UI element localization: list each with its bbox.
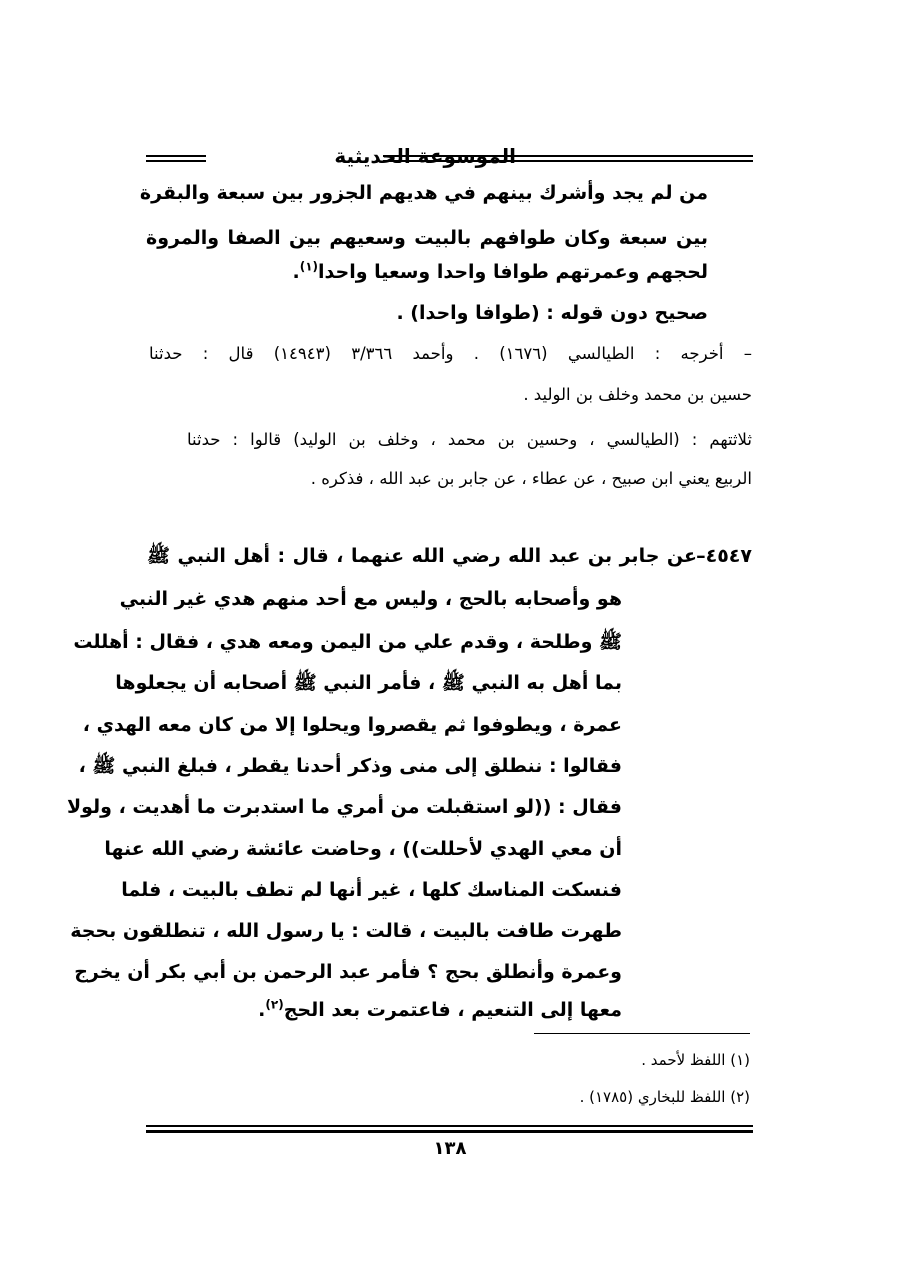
header-rule-right [146,155,206,157]
takhrij-line: – أخرجه : الطيالسي (١٦٧٦) . وأحمد ٣/٣٦٦ (١٤٩٤٣) قال : حدثنا [149,344,753,363]
hadith-line: بما أهل به النبي ﷺ ، فأمر النبي ﷺ أصحابه أن يجعلوها [115,672,622,694]
takhrij-line: حسين بن محمد وخلف بن الوليد . [523,385,752,404]
header-rule-right-2 [146,160,206,162]
hadith-line: عن جابر بن عبد الله رضي الله عنهما ، قال : أهل النبي ﷺ [147,545,697,567]
hadith-line: معها إلى التنعيم ، فاعتمرت بعد الحج [283,999,622,1021]
hadith-line: أن معي الهدي لأحللت)) ، وحاضت عائشة رضي الله عنها [104,838,622,860]
text-line-last [293,257,709,287]
footnote: (١) اللفظ لأحمد . [641,1051,750,1069]
footnote-marker: (١) [299,259,319,274]
isnad-line: ثلاثتهم : (الطيالسي ، وحسين بن محمد ، وخلف بن الوليد) قالوا : حدثنا [187,430,752,449]
sentence-end: . [292,261,300,283]
text-line: من لم يجد وأشرك بينهم في هديهم الجزور بين سبعة والبقرة [139,182,708,204]
text-line: لحجهم وعمرتهم طوافا واحدا وسعيا واحدا [318,261,708,283]
grading-line: صحيح دون قوله : (طوافا واحدا) . [396,302,708,324]
hadith-line: فقالوا : ننطلق إلى منى وذكر أحدنا يقطر ، فبلغ النبي ﷺ ، [78,755,622,777]
footnote-marker: (٢) [265,997,284,1012]
footer-rule-thick [146,1130,753,1133]
hadith-line: ﷺ وطلحة ، وقدم علي من اليمن ومعه هدي ، فقال : أهللت [73,631,622,653]
footer-rule [146,1125,753,1127]
footnote-separator [534,1033,750,1034]
hadith-line: فنسكت المناسك كلها ، غير أنها لم تطف بالبيت ، فلما [121,879,622,901]
hadith-line: عمرة ، ويطوفوا ثم يقصروا ويحلوا إلا من كان معه الهدي ، [82,714,622,736]
hadith-line-last [258,995,622,1025]
hadith-line: طهرت طافت بالبيت ، قالت : يا رسول الله ، تنطلقون بحجة [70,920,622,942]
hadith-line: وعمرة وأنطلق بحج ؟ فأمر عبد الرحمن بن أبي بكر أن يخرج [74,961,622,983]
text-line: بين سبعة وكان طوافهم بالبيت وسعيهم بين الصفا والمروة [146,227,708,249]
isnad-line: الربيع يعني ابن صبيح ، عن عطاء ، عن جابر بن عبد الله ، فذكره . [310,469,752,488]
hadith-line: هو وأصحابه بالحج ، وليس مع أحد منهم هدي غير النبي [119,588,622,610]
footnote: (٢) اللفظ للبخاري (١٧٨٥) . [579,1088,750,1106]
page-number: ١٣٨ [433,1138,467,1159]
sentence-end: . [258,999,266,1021]
hadith-line: فقال : ((لو استقبلت من أمري ما استدبرت ما أهديت ، ولولا [66,796,622,818]
hadith-number: ٤٥٤٧– [696,545,752,567]
running-header-title: الموسوعة الحديثية [334,144,516,168]
